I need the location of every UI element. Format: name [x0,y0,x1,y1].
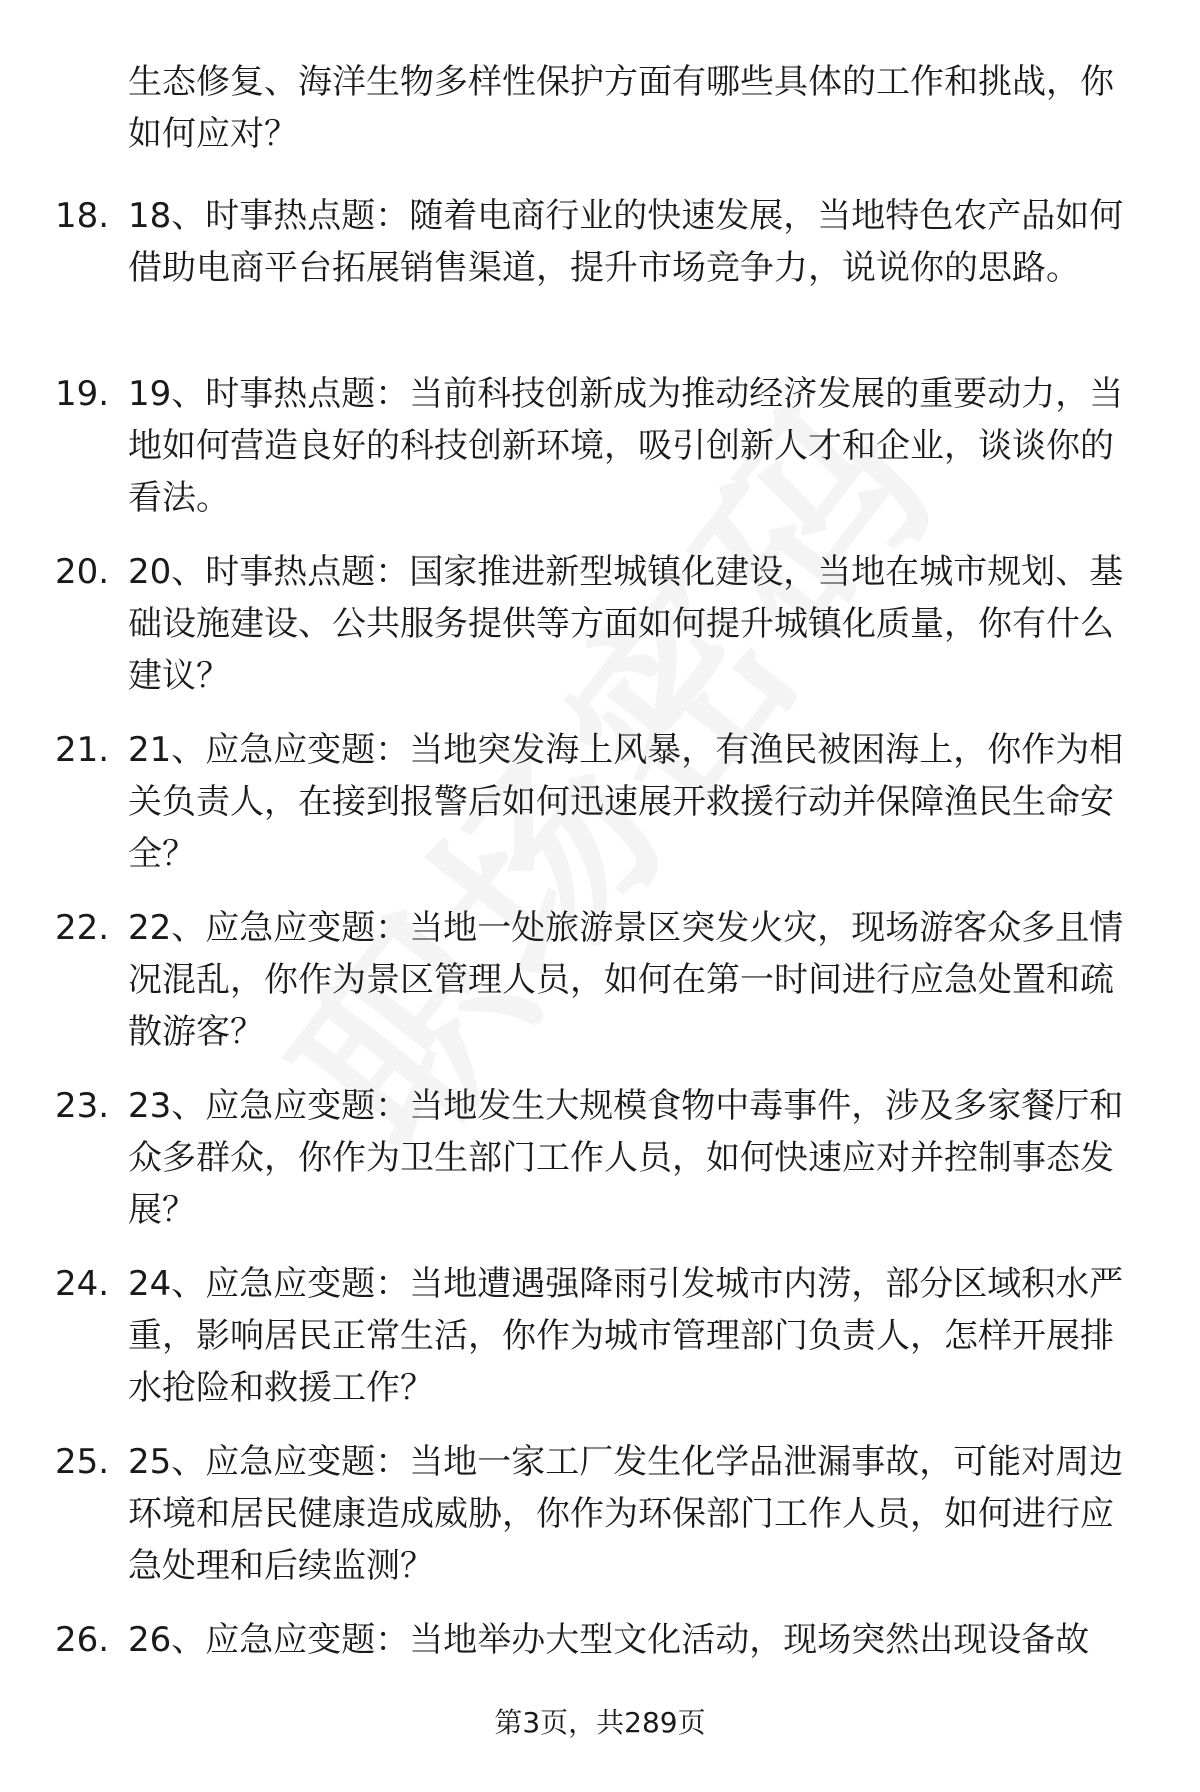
list-item [0,1436,1200,1614]
item-text: 25、应急应变题：当地一家工厂发生化学品泄漏事故，可能对周边环境和居民健康造成威胁，你作为环保部门工作人员，如何进行应急处理和后续监测？ [128,1442,1124,1586]
list-item [0,368,1200,546]
item-text: 21、应急应变题：当地突发海上风暴，有渔民被困海上，你作为相关负责人，在接到报警后如何迅速展开救援行动并保障渔民生命安全？ [128,730,1124,874]
page-footer: 第3页，共289页 [494,1706,706,1739]
intro-paragraph: 生态修复、海洋生物多样性保护方面有哪些具体的工作和挑战，你如何应对？ [128,62,1114,154]
item-number: 22. [55,908,110,948]
item-text: 24、应急应变题：当地遭遇强降雨引发城市内涝，部分区域积水严重，影响居民正常生活，你作为城市管理部门负责人，怎样开展排水抢险和救援工作？ [128,1264,1124,1408]
item-number: 20. [55,552,110,592]
list-item [0,902,1200,1080]
list-item [0,546,1200,724]
question-list [0,190,1200,1792]
item-number: 23. [55,1086,110,1126]
list-item [0,190,1200,368]
item-text: 26、应急应变题：当地举办大型文化活动，现场突然出现设备故 [128,1620,1090,1660]
item-number: 19. [55,374,110,414]
list-item [0,1614,1200,1792]
list-item [0,724,1200,902]
item-text: 20、时事热点题：国家推进新型城镇化建设，当地在城市规划、基础设施建设、公共服务提供等方面如何提升城镇化质量，你有什么建议？ [128,552,1124,696]
item-text: 23、应急应变题：当地发生大规模食物中毒事件，涉及多家餐厅和众多群众，你作为卫生部门工作人员，如何快速应对并控制事态发展？ [128,1086,1124,1230]
item-number: 18. [55,196,110,236]
item-text: 19、时事热点题：当前科技创新成为推动经济发展的重要动力，当地如何营造良好的科技创新环境，吸引创新人才和企业，谈谈你的看法。 [128,374,1124,518]
item-number: 25. [55,1442,110,1482]
list-item [0,1258,1200,1436]
item-number: 26. [55,1620,110,1660]
list-item [0,1080,1200,1258]
item-number: 24. [55,1264,110,1304]
item-text: 18、时事热点题：随着电商行业的快速发展，当地特色农产品如何借助电商平台拓展销售渠道，提升市场竞争力，说说你的思路。 [128,196,1124,288]
item-text: 22、应急应变题：当地一处旅游景区突发火灾，现场游客众多且情况混乱，你作为景区管理人员，如何在第一时间进行应急处置和疏散游客？ [128,908,1124,1052]
item-number: 21. [55,730,110,770]
